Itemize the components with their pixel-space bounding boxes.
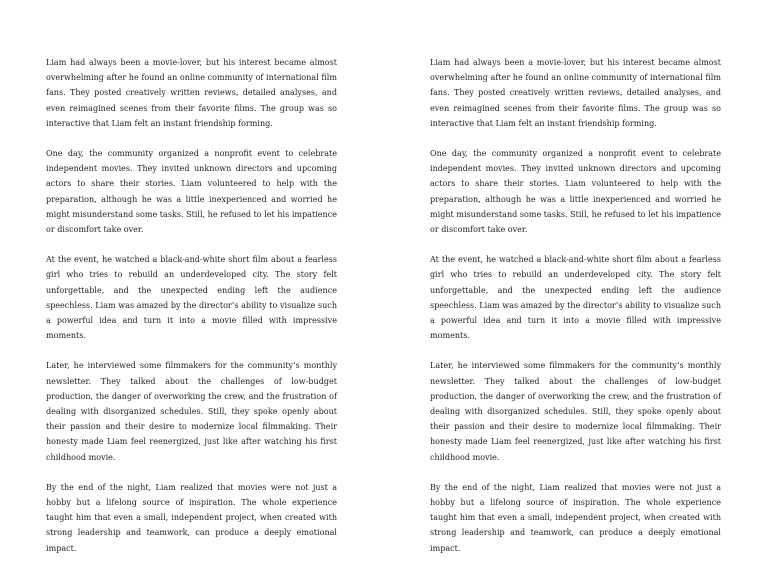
paragraph: Later, he interviewed some filmmakers for the community’s monthly newsletter. They talked about the challenges of low-budget production, the danger of overworking the crew, and the frustration of dealing with disorganized schedules. Still, they spoke openly about their passion and their desire to modernize local filmmaking. Their honesty made Liam feel reenergized, just like after watching his first childhood movie. [46,361,337,462]
paragraph: By the end of the night, Liam realized that movies were not just a hobby but a lifelong source of inspiration. The whole experience taught him that even a small, independent project, when created with strong leadership and teamwork, can produce a deeply emotional impact. [46,482,337,553]
paragraph: One day, the community organized a nonprofit event to celebrate independent movies. They invited unknown directors and upcoming actors to share their stories. Liam volunteered to help with the preparation, although he was a little inexperienced and worried he might misunderstand some tasks. Still, he refused to let his impatience or discomfort take over. [430,149,721,235]
paragraph: Later, he interviewed some filmmakers for the community’s monthly newsletter. They talked about the challenges of low-budget production, the danger of overworking the crew, and the frustration of dealing with disorganized schedules. Still, they spoke openly about their passion and their desire to modernize local filmmaking. Their honesty made Liam feel reenergized, just like after watching his first childhood movie. [430,361,721,462]
paragraph: One day, the community organized a nonprofit event to celebrate independent movies. They invited unknown directors and upcoming actors to share their stories. Liam volunteered to help with the preparation, although he was a little inexperienced and worried he might misunderstand some tasks. Still, he refused to let his impatience or discomfort take over. [46,149,337,235]
text-column [46,55,337,571]
page-right [384,0,768,553]
page-left [0,0,384,553]
paragraph: By the end of the night, Liam realized that movies were not just a hobby but a lifelong source of inspiration. The whole experience taught him that even a small, independent project, when created with strong leadership and teamwork, can produce a deeply emotional impact. [430,482,721,553]
paragraph: Liam had always been a movie-lover, but his interest became almost overwhelming after he found an online community of international film fans. They posted creatively written reviews, detailed analyses, and even reimagined scenes from their favorite films. The group was so interactive that Liam felt an instant friendship forming. [430,58,721,128]
paragraph: At the event, he watched a black-and-white short film about a fearless girl who tries to rebuild an underdeveloped city. The story felt unforgettable, and the unexpected ending left the audience speechless. Liam was amazed by the director’s ability to visualize such a powerful idea and turn it into a movie filled with impressive moments. [430,255,721,341]
paragraph: Liam had always been a movie-lover, but his interest became almost overwhelming after he found an online community of international film fans. They posted creatively written reviews, detailed analyses, and even reimagined scenes from their favorite films. The group was so interactive that Liam felt an instant friendship forming. [46,58,337,128]
text-column [430,55,721,571]
paragraph: At the event, he watched a black-and-white short film about a fearless girl who tries to rebuild an underdeveloped city. The story felt unforgettable, and the unexpected ending left the audience speechless. Liam was amazed by the director’s ability to visualize such a powerful idea and turn it into a movie filled with impressive moments. [46,255,337,341]
